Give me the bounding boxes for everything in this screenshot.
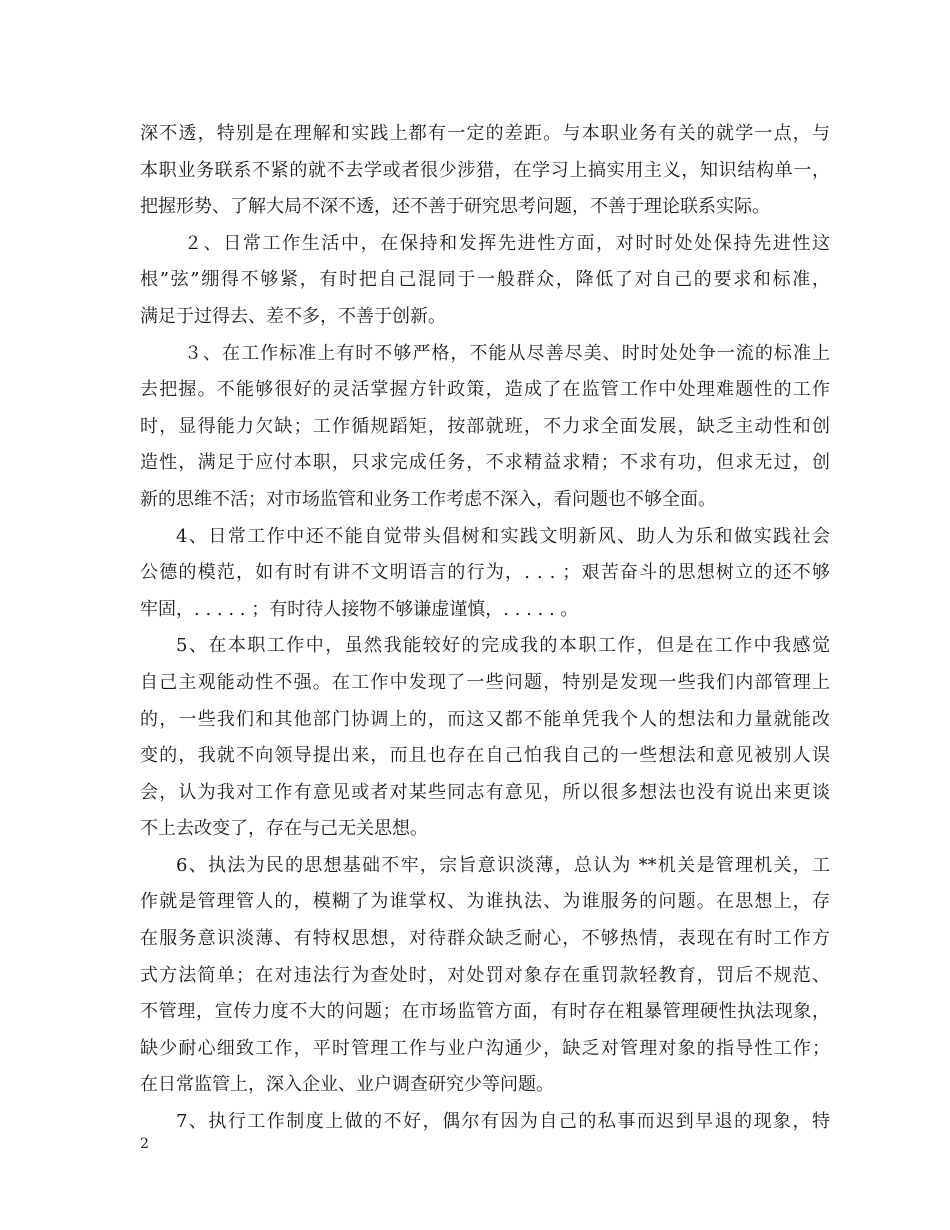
text-line: 5、在本职工作中，虽然我能较好的完成我的本职工作，但是在工作中我感觉: [176, 635, 830, 657]
text-line: 式方法简单；在对违法行为查处时，对处罚对象存在重罚款轻教育，罚后不规范、: [140, 964, 830, 986]
text-line: 会，认为我对工作有意见或者对某些同志有意见，所以很多想法也没有说出来更谈: [140, 781, 830, 803]
text-line: 公德的模范，如有时有讲不文明语言的行为，. . . ；艰苦奋斗的思想树立的还不够: [140, 562, 830, 584]
text-line: 自己主观能动性不强。在工作中发现了一些问题，特别是发现一些我们内部管理上: [140, 671, 830, 693]
text-line: 在服务意识淡薄、有特权思想，对待群众缺乏耐心，不够热情，表现在有时工作方: [140, 928, 830, 950]
text-line: 不上去改变了，存在与己无关思想。: [140, 818, 428, 840]
paragraph-7: [140, 1104, 830, 1141]
text-line: 牢固，. . . . . ；有时待人接物不够谦虚谨慎，. . . . . 。: [140, 598, 579, 620]
text-line: 缺少耐心细致工作，平时管理工作与业户沟通少，缺乏对管理对象的指导性工作；: [140, 1037, 830, 1059]
text-line: 的，一些我们和其他部门协调上的，而这又都不能单凭我个人的想法和力量就能改: [140, 708, 830, 730]
text-line: 变的，我就不向领导提出来，而且也存在自己怕我自己的一些想法和意见被别人误: [140, 745, 830, 767]
text-line: 不管理，宣传力度不大的问题；在市场监管方面，有时存在粗暴管理硬性执法现象，: [140, 1001, 830, 1023]
text-line: 把握形势、了解大局不深不透，还不善于研究思考问题，不善于理论联系实际。: [140, 196, 770, 218]
paragraph-4: [140, 519, 830, 629]
page-number: 2: [140, 1136, 149, 1152]
text-line: 作就是管理管人的，模糊了为谁掌权、为谁执法、为谁服务的问题。在思想上，存: [140, 891, 830, 913]
text-line: 4、日常工作中还不能自觉带头倡树和实践文明新风、助人为乐和做实践社会: [176, 525, 830, 547]
text-line: ３、在工作标准上有时不够严格，不能从尽善尽美、时时处处争一流的标准上: [184, 342, 830, 364]
text-line: 7、执行工作制度上做的不好，偶尔有因为自己的私事而迟到早退的现象，特: [176, 1111, 830, 1133]
text-line: 满足于过得去、差不多，不善于创新。: [140, 305, 446, 327]
text-line: 时，显得能力欠缺；工作循规蹈矩，按部就班，不力求全面发展，缺乏主动性和创: [140, 415, 830, 437]
paragraph-2: [140, 226, 830, 336]
text-line: 6、执法为民的思想基础不牢，宗旨意识淡薄，总认为 **机关是管理机关，工: [176, 854, 830, 876]
paragraph-3: [140, 336, 830, 519]
paragraph-6: [140, 848, 830, 1104]
text-line: 去把握。不能够很好的灵活掌握方针政策，造成了在监管工作中处理难题性的工作: [140, 379, 830, 401]
text-line: 新的思维不活；对市场监管和业务工作考虑不深入，看问题也不够全面。: [140, 488, 716, 510]
document-body: [140, 116, 830, 1141]
text-line: 在日常监管上，深入企业、业户调查研究少等问题。: [140, 1074, 554, 1096]
text-line: 本职业务联系不紧的就不去学或者很少涉猎，在学习上搞实用主义，知识结构单一，: [140, 159, 830, 181]
text-line: ２、日常工作生活中，在保持和发挥先进性方面，对时时处处保持先进性这: [184, 232, 830, 254]
paragraph-5: [140, 628, 830, 848]
text-line: 根”弦”绷得不够紧，有时把自己混同于一般群众，降低了对自己的要求和标准，: [140, 269, 830, 291]
paragraph-1: [140, 116, 830, 226]
text-line: 造性，满足于应付本职，只求完成任务，不求精益求精；不求有功，但求无过，创: [140, 452, 830, 474]
text-line: 深不透，特别是在理解和实践上都有一定的差距。与本职业务有关的就学一点，与: [140, 123, 830, 144]
